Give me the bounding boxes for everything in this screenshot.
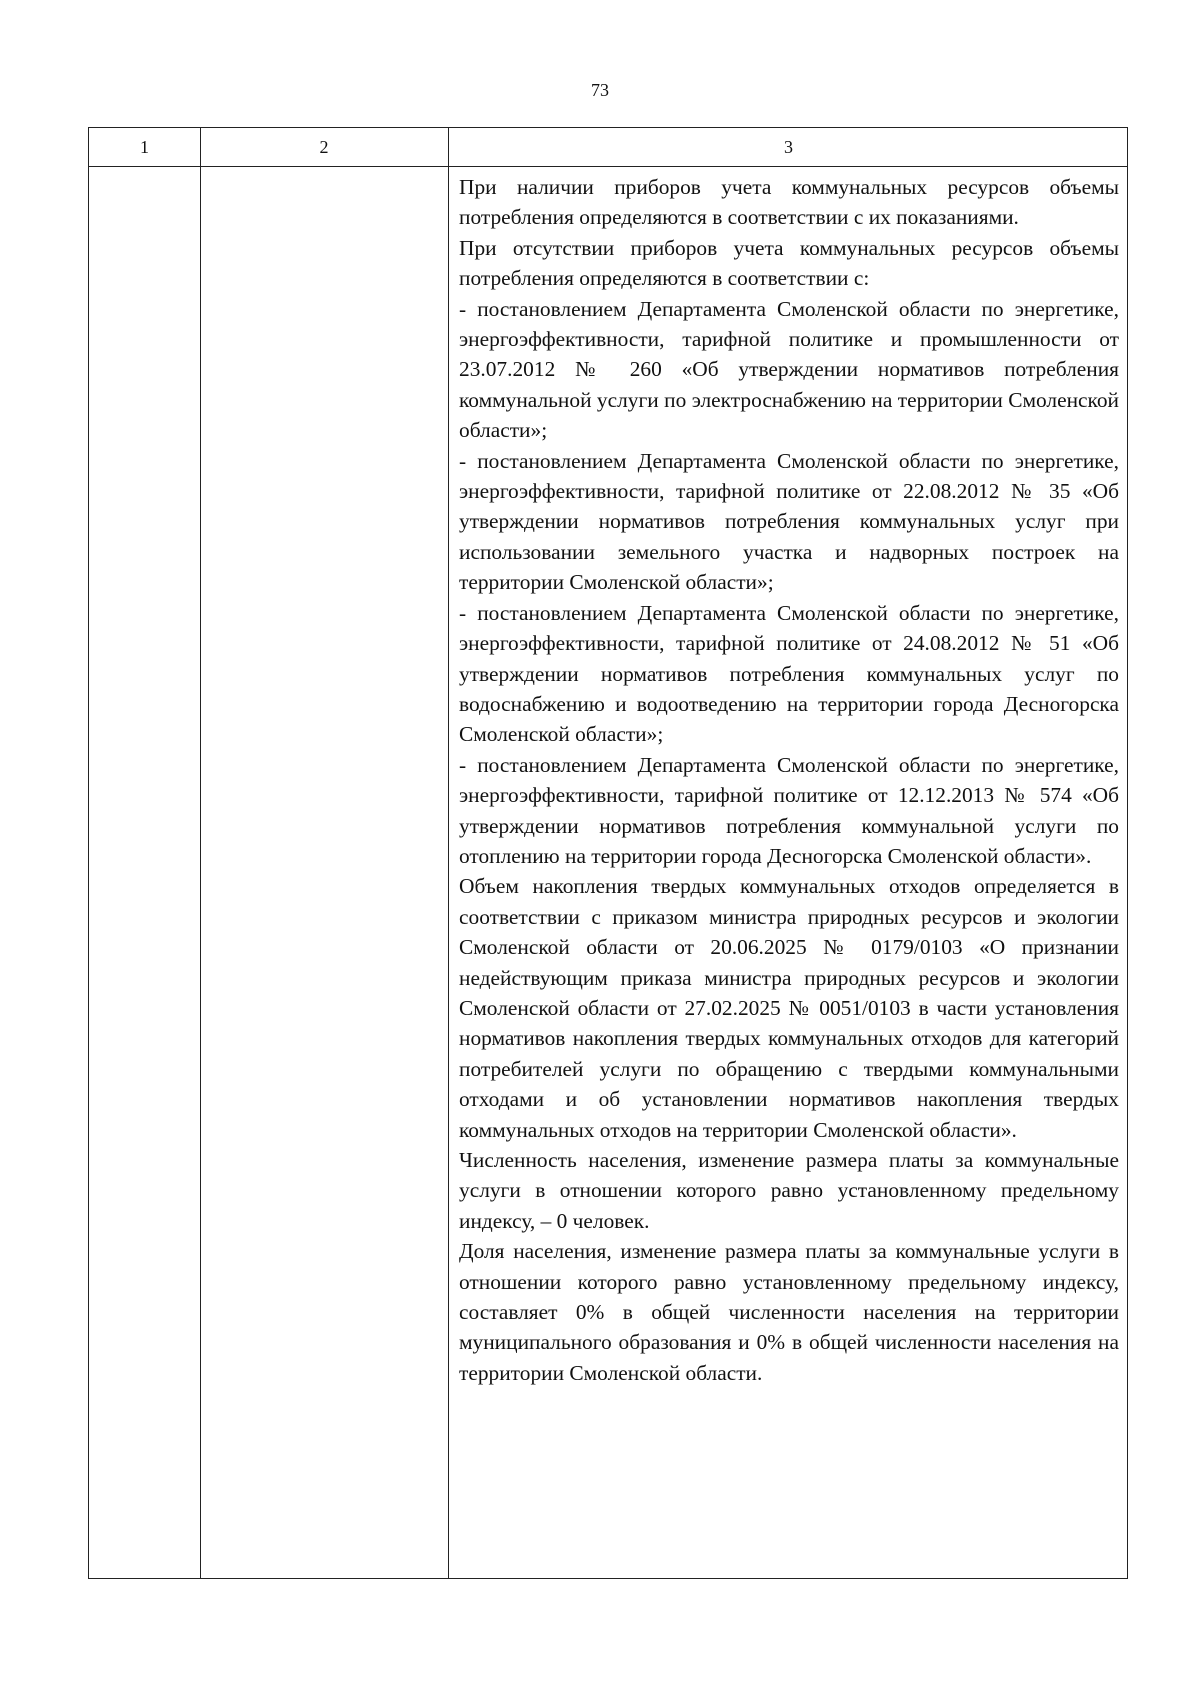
header-cell-3: 3 bbox=[784, 137, 793, 157]
paragraph-resolution-574: - постановлением Департамента Смоленской области по энергетике, энергоэффективности, тарифной политике от 12.12.2013 № 574 «Об утверждении нормативов потребления коммунальной услуги по отоплению на территории города Десногорска Смоленской области». bbox=[459, 752, 1119, 868]
column-divider-1 bbox=[200, 128, 201, 1578]
paragraph-resolution-260: - постановлением Департамента Смоленской области по энергетике, энергоэффективности, тарифной политике и промышленности от 23.07.2012 № 260 «Об утверждении нормативов потребления коммунальной услуги по электроснабжению на территории Смоленской области»; bbox=[459, 296, 1119, 443]
paragraph-population-count: Численность населения, изменение размера платы за коммунальные услуги в отношении которого равно установленному предельному индексу, – 0 человек. bbox=[459, 1148, 1119, 1233]
header-cell-1: 1 bbox=[140, 137, 149, 157]
paragraph-population-share: Доля населения, изменение размера платы за коммунальные услуги в отношении которого равно установленному предельному индексу, составляет 0% в общей численности населения на территории муниципального образования и 0% в общей численности населения на территории Смоленской области. bbox=[459, 1239, 1119, 1385]
table-header-row bbox=[89, 128, 1127, 167]
paragraph-resolution-35: - постановлением Департамента Смоленской области по энергетике, энергоэффективности, тарифной политике от 22.08.2012 № 35 «Об утверждении нормативов потребления коммунальных услуг при использовании земельного участка и надворных построек на территории Смоленской области»; bbox=[459, 448, 1119, 595]
column-divider-2 bbox=[448, 128, 449, 1578]
page-number: 73 bbox=[591, 80, 609, 100]
header-cell-2: 2 bbox=[319, 137, 329, 157]
document-table bbox=[88, 127, 1128, 1579]
paragraph-resolution-51: - постановлением Департамента Смоленской области по энергетике, энергоэффективности, тарифной политике от 24.08.2012 № 51 «Об утверждении нормативов потребления коммунальных услуг по водоснабжению и водоотведению на территории города Десногорска Смоленской области»; bbox=[459, 600, 1119, 747]
paragraph-no-metering: При отсутствии приборов учета коммунальных ресурсов объемы потребления определяются в соответствии с: bbox=[459, 235, 1119, 291]
paragraph-metering: При наличии приборов учета коммунальных ресурсов объемы потребления определяются в соответствии с их показаниями. bbox=[459, 175, 1119, 230]
column-3-content bbox=[459, 172, 1119, 1388]
paragraph-waste-volume: Объем накопления твердых коммунальных отходов определяется в соответствии с приказом министра природных ресурсов и экологии Смоленской области от 20.06.2025 № 0179/0103 «О признании недействующим приказа министра природных ресурсов и экологии Смоленской области от 27.02.2025 № 0051/0103 в части установления нормативов накопления твердых коммунальных отходов для категорий потребителей услуги по обращению с твердыми коммунальными отходами и об установлении нормативов накопления твердых коммунальных отходов на территории Смоленской области». bbox=[459, 874, 1119, 1142]
